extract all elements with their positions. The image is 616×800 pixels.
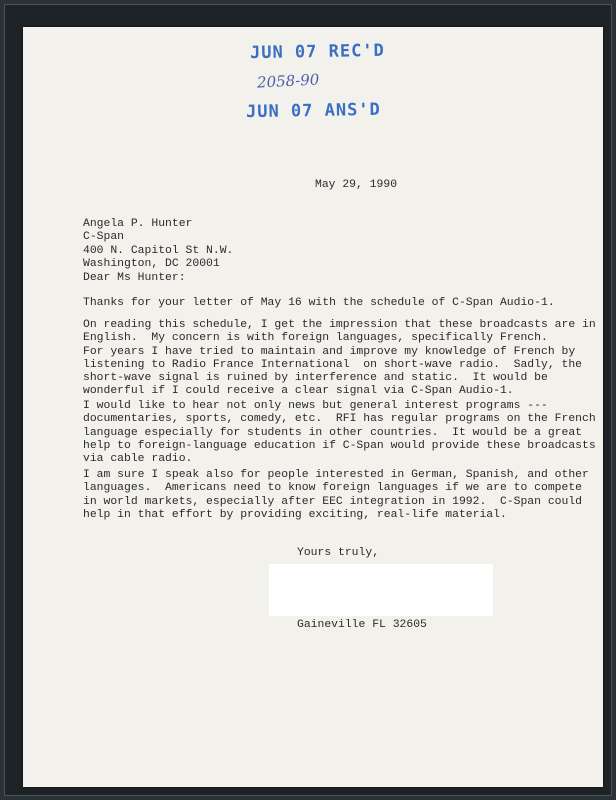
address-line: Washington, DC 20001 <box>83 257 220 270</box>
handwritten-number: 2058-90 <box>256 70 320 92</box>
text-line: help in that effort by providing exciting, real-life material. <box>83 508 507 521</box>
address-line: 400 N. Capitol St N.W. <box>83 244 234 257</box>
text-line: I would like to hear not only news but general interest programs --- <box>83 400 548 412</box>
text-line: documentaries, sports, comedy, etc. RFI has regular programs on the French <box>83 413 596 426</box>
recipient-address <box>83 218 233 271</box>
text-line: English. My concern is with foreign languages, specifically French. <box>83 332 548 345</box>
text-line: I am sure I speak also for people interested in German, Spanish, and other <box>83 469 589 481</box>
paragraph-2 <box>83 319 596 399</box>
paragraph-3 <box>83 400 596 466</box>
text-line: languages. Americans need to know foreign languages if we are to compete <box>83 482 582 495</box>
text-line: language especially for students in other countries. It would be a great <box>83 426 582 439</box>
paragraph-4 <box>83 469 589 522</box>
text-line: via cable radio. <box>83 453 193 466</box>
closing: Yours truly, <box>297 547 380 559</box>
text-line: wonderful if I could receive a clear signal via C-Span Audio-1. <box>83 385 514 398</box>
address-line: Angela P. Hunter <box>83 218 193 230</box>
text-line: On reading this schedule, I get the impression that these broadcasts are in <box>83 319 596 331</box>
received-stamp: JUN 07 REC'D <box>249 40 385 64</box>
text-line: in world markets, especially after EEC integration in 1992. C-Span could <box>83 495 582 508</box>
address-line: C-Span <box>83 231 125 244</box>
answered-stamp: JUN 07 ANS'D <box>245 99 381 123</box>
document-frame <box>4 4 612 796</box>
letter-page <box>23 27 603 787</box>
text-line: Thanks for your letter of May 16 with the schedule of C-Span Audio-1. <box>83 297 555 309</box>
text-line: listening to Radio France International on short-wave radio. Sadly, the <box>83 358 582 371</box>
paragraph-1 <box>83 297 555 310</box>
salutation: Dear Ms Hunter: <box>83 272 186 284</box>
redacted-signature <box>269 564 493 616</box>
text-line: short-wave signal is ruined by interference and static. It would be <box>83 372 548 385</box>
text-line: For years I have tried to maintain and improve my knowledge of French by <box>83 345 576 358</box>
sender-city: Gaineville FL 32605 <box>297 619 427 631</box>
text-line: help to foreign-language education if C-Span would provide these broadcasts <box>83 439 596 452</box>
letter-date: May 29, 1990 <box>315 179 398 191</box>
